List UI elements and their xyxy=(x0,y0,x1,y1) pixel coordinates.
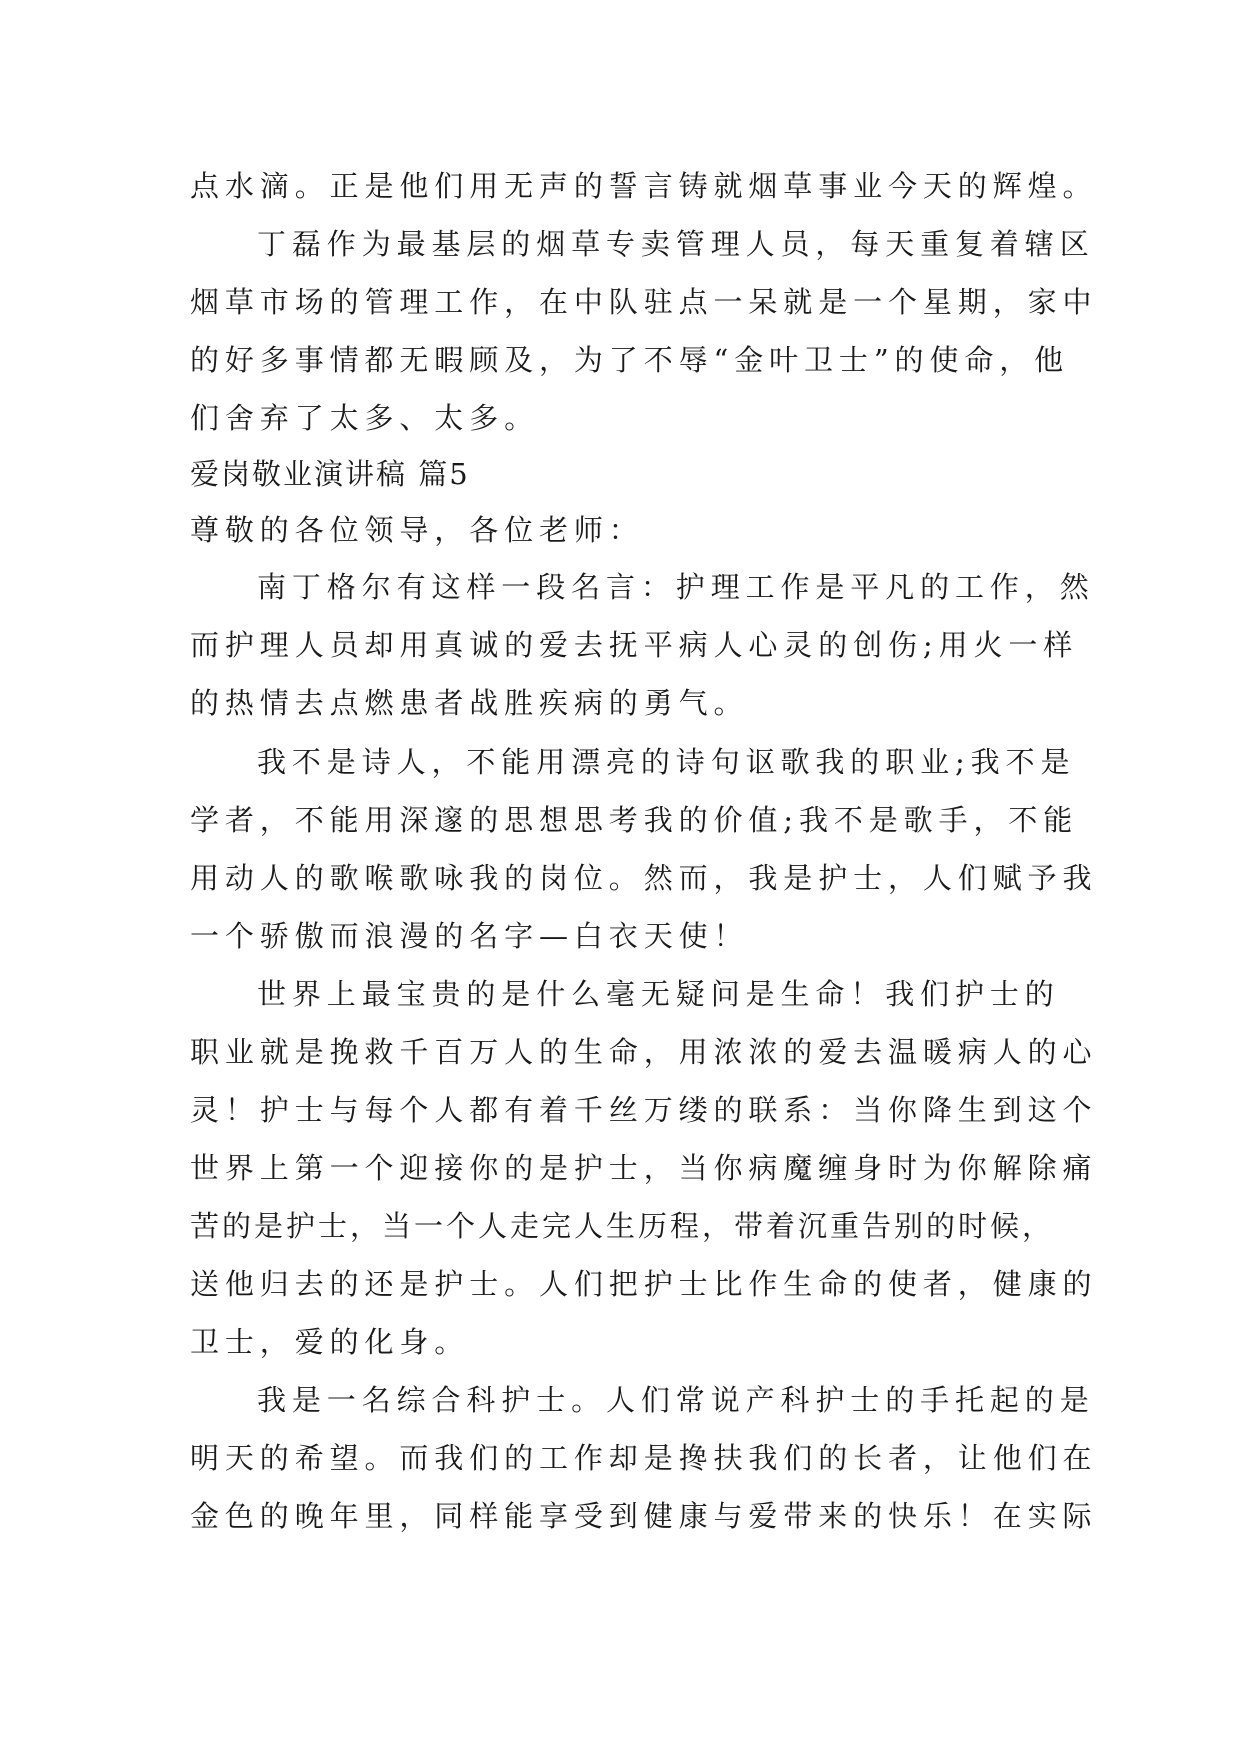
body-line: 学者，不能用深邃的思想思考我的价值;我不是歌手，不能 xyxy=(190,803,1079,837)
body-line: 灵！护士与每个人都有着千丝万缕的联系：当你降生到这个 xyxy=(190,1093,1098,1127)
body-line: 送他归去的还是护士。人们把护士比作生命的使者，健康的 xyxy=(190,1267,1098,1301)
body-line: 世界上第一个迎接你的是护士，当你病魔缠身时为你解除痛 xyxy=(190,1151,1098,1185)
body-line: 的好多事情都无暇顾及，为了不辱“金叶卫士”的使命，他 xyxy=(190,343,1070,377)
body-line: 烟草市场的管理工作，在中队驻点一呆就是一个星期，家中 xyxy=(190,285,1098,319)
salutation: 尊敬的各位领导，各位老师： xyxy=(190,513,644,547)
section-title: 爱岗敬业演讲稿 篇5 xyxy=(190,457,470,491)
body-line: 世界上最宝贵的是什么毫无疑问是生命！我们护士的 xyxy=(257,977,1060,1011)
body-line: 而护理人员却用真诚的爱去抚平病人心灵的创伤;用火一样 xyxy=(190,628,1079,662)
body-line: 我是一名综合科护士。人们常说产科护士的手托起的是 xyxy=(257,1383,1095,1417)
body-line: 们舍弃了太多、太多。 xyxy=(190,401,540,435)
body-line: 一个骄傲而浪漫的名字—白衣天使！ xyxy=(190,919,749,953)
body-line: 用动人的歌喉歌咏我的岗位。然而，我是护士，人们赋予我 xyxy=(190,861,1098,895)
body-line: 点水滴。正是他们用无声的誓言铸就烟草事业今天的辉煌。 xyxy=(190,169,1098,203)
body-line: 丁磊作为最基层的烟草专卖管理人员，每天重复着辖区 xyxy=(257,227,1095,261)
body-line: 金色的晚年里，同样能享受到健康与爱带来的快乐！在实际 xyxy=(190,1499,1098,1533)
body-line: 卫士，爱的化身。 xyxy=(190,1325,470,1359)
body-line: 明天的希望。而我们的工作却是搀扶我们的长者，让他们在 xyxy=(190,1441,1098,1475)
body-line: 南丁格尔有这样一段名言：护理工作是平凡的工作，然 xyxy=(257,570,1095,604)
body-line: 职业就是挽救千百万人的生命，用浓浓的爱去温暖病人的心 xyxy=(190,1035,1098,1069)
body-line: 我不是诗人，不能用漂亮的诗句讴歌我的职业;我不是 xyxy=(257,745,1076,779)
body-line: 的热情去点燃患者战胜疾病的勇气。 xyxy=(190,686,749,720)
body-line: 苦的是护士，当一个人走完人生历程，带着沉重告别的时候， xyxy=(190,1209,1055,1243)
